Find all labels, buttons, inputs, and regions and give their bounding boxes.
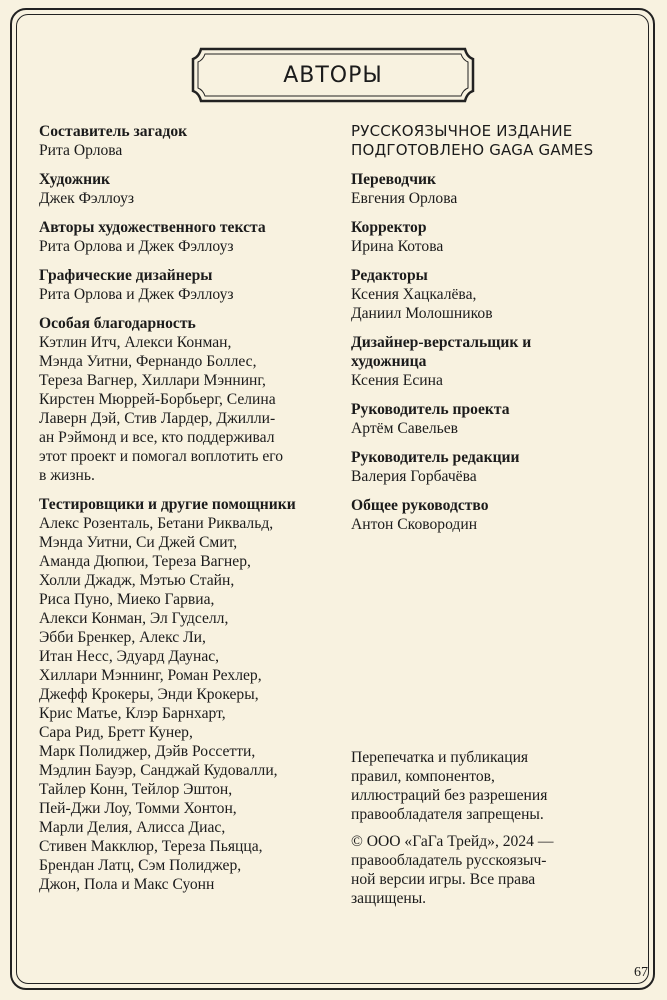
credit-line: Итан Несс, Эдуард Даунас, [39, 648, 220, 665]
credit-line: Ирина Котова [351, 238, 444, 255]
section-title: Особая благодарность [39, 315, 196, 332]
credit-line: Антон Сковородин [351, 516, 478, 533]
credit-section [351, 333, 636, 390]
credit-section [39, 266, 339, 304]
credit-line: Джон, Пола и Макс Суонн [39, 876, 215, 893]
credit-line: Валерия Горбачёва [351, 468, 477, 485]
section-title: Руководитель редакции [351, 449, 520, 466]
credit-line: Крис Матье, Клэр Барнхарт, [39, 705, 226, 722]
credit-line: Рита Орлова и Джек Фэллоуз [39, 238, 234, 255]
credit-line: Риса Пуно, Миеко Гарвиа, [39, 591, 215, 608]
edition-title [351, 122, 636, 160]
section-title: Переводчик [351, 171, 436, 188]
notice-line: иллюстраций без разрешения [351, 787, 548, 804]
credit-line: Пей-Джи Лоу, Томми Хонтон, [39, 800, 237, 817]
page-title: АВТОРЫ [283, 62, 383, 88]
section-title: Тестировщики и другие помощники [39, 496, 296, 513]
credit-line: Мэнда Уитни, Си Джей Смит, [39, 534, 238, 551]
section-title: Составитель загадок [39, 123, 188, 140]
credit-section [351, 218, 636, 256]
credit-line: Холли Джадж, Мэтью Стайн, [39, 572, 235, 589]
credit-section [39, 122, 339, 160]
credit-line: Даниил Молошников [351, 305, 493, 322]
notice-line: Перепечатка и публикация [351, 749, 529, 766]
section-title: Корректор [351, 219, 427, 236]
notice-line: правил, компонентов, [351, 768, 495, 785]
credit-section [351, 400, 636, 438]
credit-line: Хиллари Мэннинг, Роман Рехлер, [39, 667, 262, 684]
notice-line: ной версии игры. Все права [351, 871, 536, 888]
credit-line: Джек Фэллоуз [39, 190, 135, 207]
credit-line: в жизнь. [39, 467, 95, 484]
section-title: Художник [39, 171, 111, 188]
left-column [39, 122, 339, 904]
credit-line: Марли Делия, Алисса Диас, [39, 819, 226, 836]
credit-line: Кэтлин Итч, Алекси Конман, [39, 334, 232, 351]
section-title: Графические дизайнеры [39, 267, 213, 284]
credit-line: Брендан Латц, Сэм Полиджер, [39, 857, 242, 874]
credit-line: Рита Орлова [39, 142, 123, 159]
notice-paragraph [351, 832, 636, 908]
edition-title-line: РУССКОЯЗЫЧНОЕ ИЗДАНИЕ [351, 122, 573, 140]
section-title: Редакторы [351, 267, 428, 284]
credit-line: этот проект и помогал воплотить его [39, 448, 284, 465]
notice-line: правообладатель русскоязыч- [351, 852, 547, 869]
credit-line: Марк Полиджер, Дэйв Россетти, [39, 743, 256, 760]
credit-line: ан Рэймонд и все, кто поддерживал [39, 429, 275, 446]
credit-line: Лаверн Дэй, Стив Лардер, Джилли- [39, 410, 276, 427]
credit-line: Эбби Бренкер, Алекс Ли, [39, 629, 206, 646]
credit-line: Стивен Макклюр, Тереза Пьяцца, [39, 838, 263, 855]
credit-section [39, 170, 339, 208]
credit-line: Рита Орлова и Джек Фэллоуз [39, 286, 234, 303]
edition-title-line: ПОДГОТОВЛЕНО GAGA GAMES [351, 141, 594, 159]
copyright-notice [351, 748, 636, 916]
page-number: 67 [634, 965, 648, 980]
section-title: Руководитель проекта [351, 401, 510, 418]
credit-line: Алекси Конман, Эл Гудселл, [39, 610, 229, 627]
right-column [351, 122, 636, 544]
credit-line: Сара Рид, Бретт Кунер, [39, 724, 193, 741]
section-title: Общее руководство [351, 497, 489, 514]
notice-line: © ООО «ГаГа Трейд», 2024 — [351, 833, 554, 850]
credit-section [351, 448, 636, 486]
credit-section [39, 218, 339, 256]
credit-line: Мэдлин Бауэр, Санджай Кудовалли, [39, 762, 278, 779]
section-title: Авторы художественного текста [39, 219, 266, 236]
credit-line: Ксения Есина [351, 372, 443, 389]
credit-section [351, 170, 636, 208]
credit-line: Тереза Вагнер, Хиллари Мэннинг, [39, 372, 266, 389]
credit-section [351, 266, 636, 323]
credit-section-testers [39, 495, 339, 894]
section-title: Дизайнер-верстальщик и художница [351, 334, 532, 370]
notice-line: защищены. [351, 890, 427, 907]
credit-line: Алекс Розенталь, Бетани Риквальд, [39, 515, 274, 532]
credit-line: Мэнда Уитни, Фернандо Боллес, [39, 353, 257, 370]
credit-line: Артём Савельев [351, 420, 459, 437]
title-plate [191, 47, 475, 103]
credit-line: Ксения Хацкалёва, [351, 286, 477, 303]
credit-line: Евгения Орлова [351, 190, 458, 207]
credit-line: Аманда Дюпюи, Тереза Вагнер, [39, 553, 251, 570]
credit-line: Тайлер Конн, Тейлор Эштон, [39, 781, 233, 798]
notice-line: правообладателя запрещены. [351, 806, 544, 823]
credit-section-thanks [39, 314, 339, 485]
credit-line: Кирстен Мюррей-Борбьерг, Селина [39, 391, 276, 408]
credit-section [351, 496, 636, 534]
credit-line: Джефф Крокеры, Энди Крокеры, [39, 686, 259, 703]
notice-paragraph [351, 748, 636, 824]
